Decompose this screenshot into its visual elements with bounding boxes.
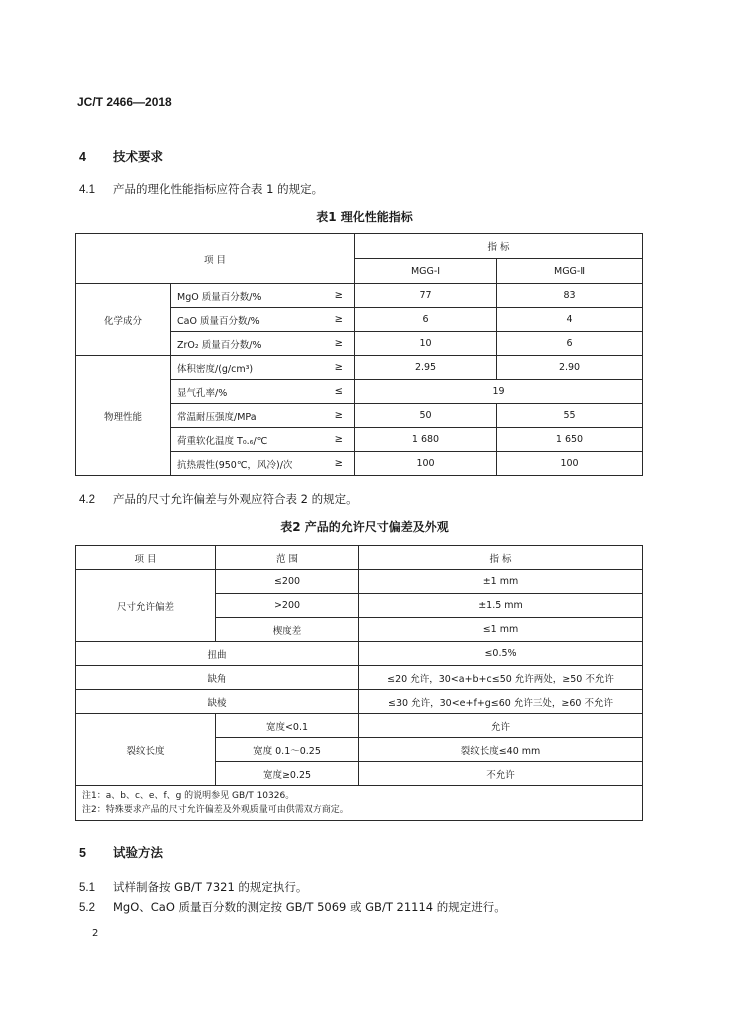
clause-4-1 [79, 181, 323, 197]
clause-number: 5.2 [79, 902, 95, 914]
table2 [75, 545, 643, 821]
table2-value: ±1.5 mm [359, 594, 643, 618]
section-title: 技术要求 [113, 149, 164, 164]
clause-number: 4.2 [79, 494, 95, 506]
table1-row-sym: ≥ [324, 308, 355, 332]
table2-head-range: 范 围 [216, 546, 359, 570]
table2-head-item: 项 目 [76, 546, 216, 570]
table1-row-v1: 10 [355, 332, 497, 356]
table2-range: ≤200 [216, 570, 359, 594]
table2-range: 宽度 0.1～0.25 [216, 738, 359, 762]
table1-row-sym: ≥ [324, 428, 355, 452]
clause-text: 试样制备按 GB/T 7321 的规定执行。 [113, 880, 308, 894]
table1 [75, 233, 643, 476]
table1-grade-1: MGG-Ⅰ [355, 259, 497, 284]
table1-row-name: 抗热震性(950℃，风冷)/次 [171, 452, 324, 476]
clause-5-1 [79, 879, 307, 895]
table2-value: ±1 mm [359, 570, 643, 594]
section-4-heading [79, 147, 163, 165]
table2-value: 不允许 [359, 762, 643, 786]
table2-edge-label: 缺棱 [76, 690, 359, 714]
table2-range: 楔度差 [216, 618, 359, 642]
table1-row-v1: 100 [355, 452, 497, 476]
table1-row-value: 19 [355, 380, 643, 404]
table2-edge-value: ≤30 允许，30<e+f+g≤60 允许三处，≥60 不允许 [359, 690, 643, 714]
table1-group-chem: 化学成分 [76, 284, 171, 356]
clause-text: 产品的尺寸允许偏差与外观应符合表 2 的规定。 [113, 492, 358, 506]
table1-row-v1: 2.95 [355, 356, 497, 380]
table1-row-v2: 2.90 [497, 356, 643, 380]
table1-row-v1: 77 [355, 284, 497, 308]
table1-row-name: CaO 质量百分数/% [171, 308, 324, 332]
section-number: 4 [79, 150, 86, 164]
table1-row-sym: ≥ [324, 332, 355, 356]
table1-row-name: 体积密度/(g/cm³) [171, 356, 324, 380]
table1-row-name: MgO 质量百分数/% [171, 284, 324, 308]
table1-row-v2: 83 [497, 284, 643, 308]
table1-row-sym: ≥ [324, 404, 355, 428]
page-number: 2 [92, 928, 99, 939]
table1-row-v1: 50 [355, 404, 497, 428]
table2-notes [76, 786, 643, 821]
clause-text: 产品的理化性能指标应符合表 1 的规定。 [113, 182, 324, 196]
clause-4-2 [79, 491, 358, 507]
table1-row-name: 常温耐压强度/MPa [171, 404, 324, 428]
table2-bend-label: 扭曲 [76, 642, 359, 666]
table1-row-sym: ≥ [324, 284, 355, 308]
table1-head-item: 项 目 [76, 234, 355, 284]
table2-corner-value: ≤20 允许，30<a+b+c≤50 允许两处，≥50 不允许 [359, 666, 643, 690]
table2-bend-value: ≤0.5% [359, 642, 643, 666]
table2-head-index: 指 标 [359, 546, 643, 570]
table1-row-v2: 4 [497, 308, 643, 332]
section-number: 5 [79, 846, 86, 860]
table2-crack-label: 裂纹长度 [76, 714, 216, 786]
table2-note-2: 注2：特殊要求产品的尺寸允许偏差及外观质量可由供需双方商定。 [82, 805, 349, 815]
clause-number: 4.1 [79, 184, 95, 196]
section-5-heading [79, 843, 163, 861]
clause-number: 5.1 [79, 882, 95, 894]
table1-head-index: 指 标 [355, 234, 643, 259]
table1-row-sym: ≥ [324, 356, 355, 380]
table1-row-sym: ≥ [324, 452, 355, 476]
table2-corner-label: 缺角 [76, 666, 359, 690]
table1-group-phys: 物理性能 [76, 356, 171, 476]
table1-row-name: 荷重软化温度 T₀.₆/℃ [171, 428, 324, 452]
table1-row-sym: ≤ [324, 380, 355, 404]
clause-text: MgO、CaO 质量百分数的测定按 GB/T 5069 或 GB/T 21114 的规定进行。 [113, 900, 506, 914]
table1-row-name: ZrO₂ 质量百分数/% [171, 332, 324, 356]
table2-value: ≤1 mm [359, 618, 643, 642]
table2-range: 宽度≥0.25 [216, 762, 359, 786]
table1-row-v1: 6 [355, 308, 497, 332]
table1-row-v2: 100 [497, 452, 643, 476]
table1-row-name: 显气孔率/% [171, 380, 324, 404]
table2-caption: 表2 产品的允许尺寸偏差及外观 [280, 520, 449, 534]
table1-grade-2: MGG-Ⅱ [497, 259, 643, 284]
table1-row-v2: 1 650 [497, 428, 643, 452]
table2-value: 允许 [359, 714, 643, 738]
table1-caption: 表1 理化性能指标 [316, 210, 413, 224]
clause-5-2 [79, 899, 506, 915]
table2-range: 宽度<0.1 [216, 714, 359, 738]
table1-row-v2: 55 [497, 404, 643, 428]
section-title: 试验方法 [113, 845, 164, 860]
table1-row-v2: 6 [497, 332, 643, 356]
standard-number: JC/T 2466—2018 [77, 95, 172, 109]
table2-range: >200 [216, 594, 359, 618]
table1-row-v1: 1 680 [355, 428, 497, 452]
table2-dim-label: 尺寸允许偏差 [76, 570, 216, 642]
table2-value: 裂纹长度≤40 mm [359, 738, 643, 762]
table2-note-1: 注1：a、b、c、e、f、g 的说明参见 GB/T 10326。 [82, 791, 295, 801]
